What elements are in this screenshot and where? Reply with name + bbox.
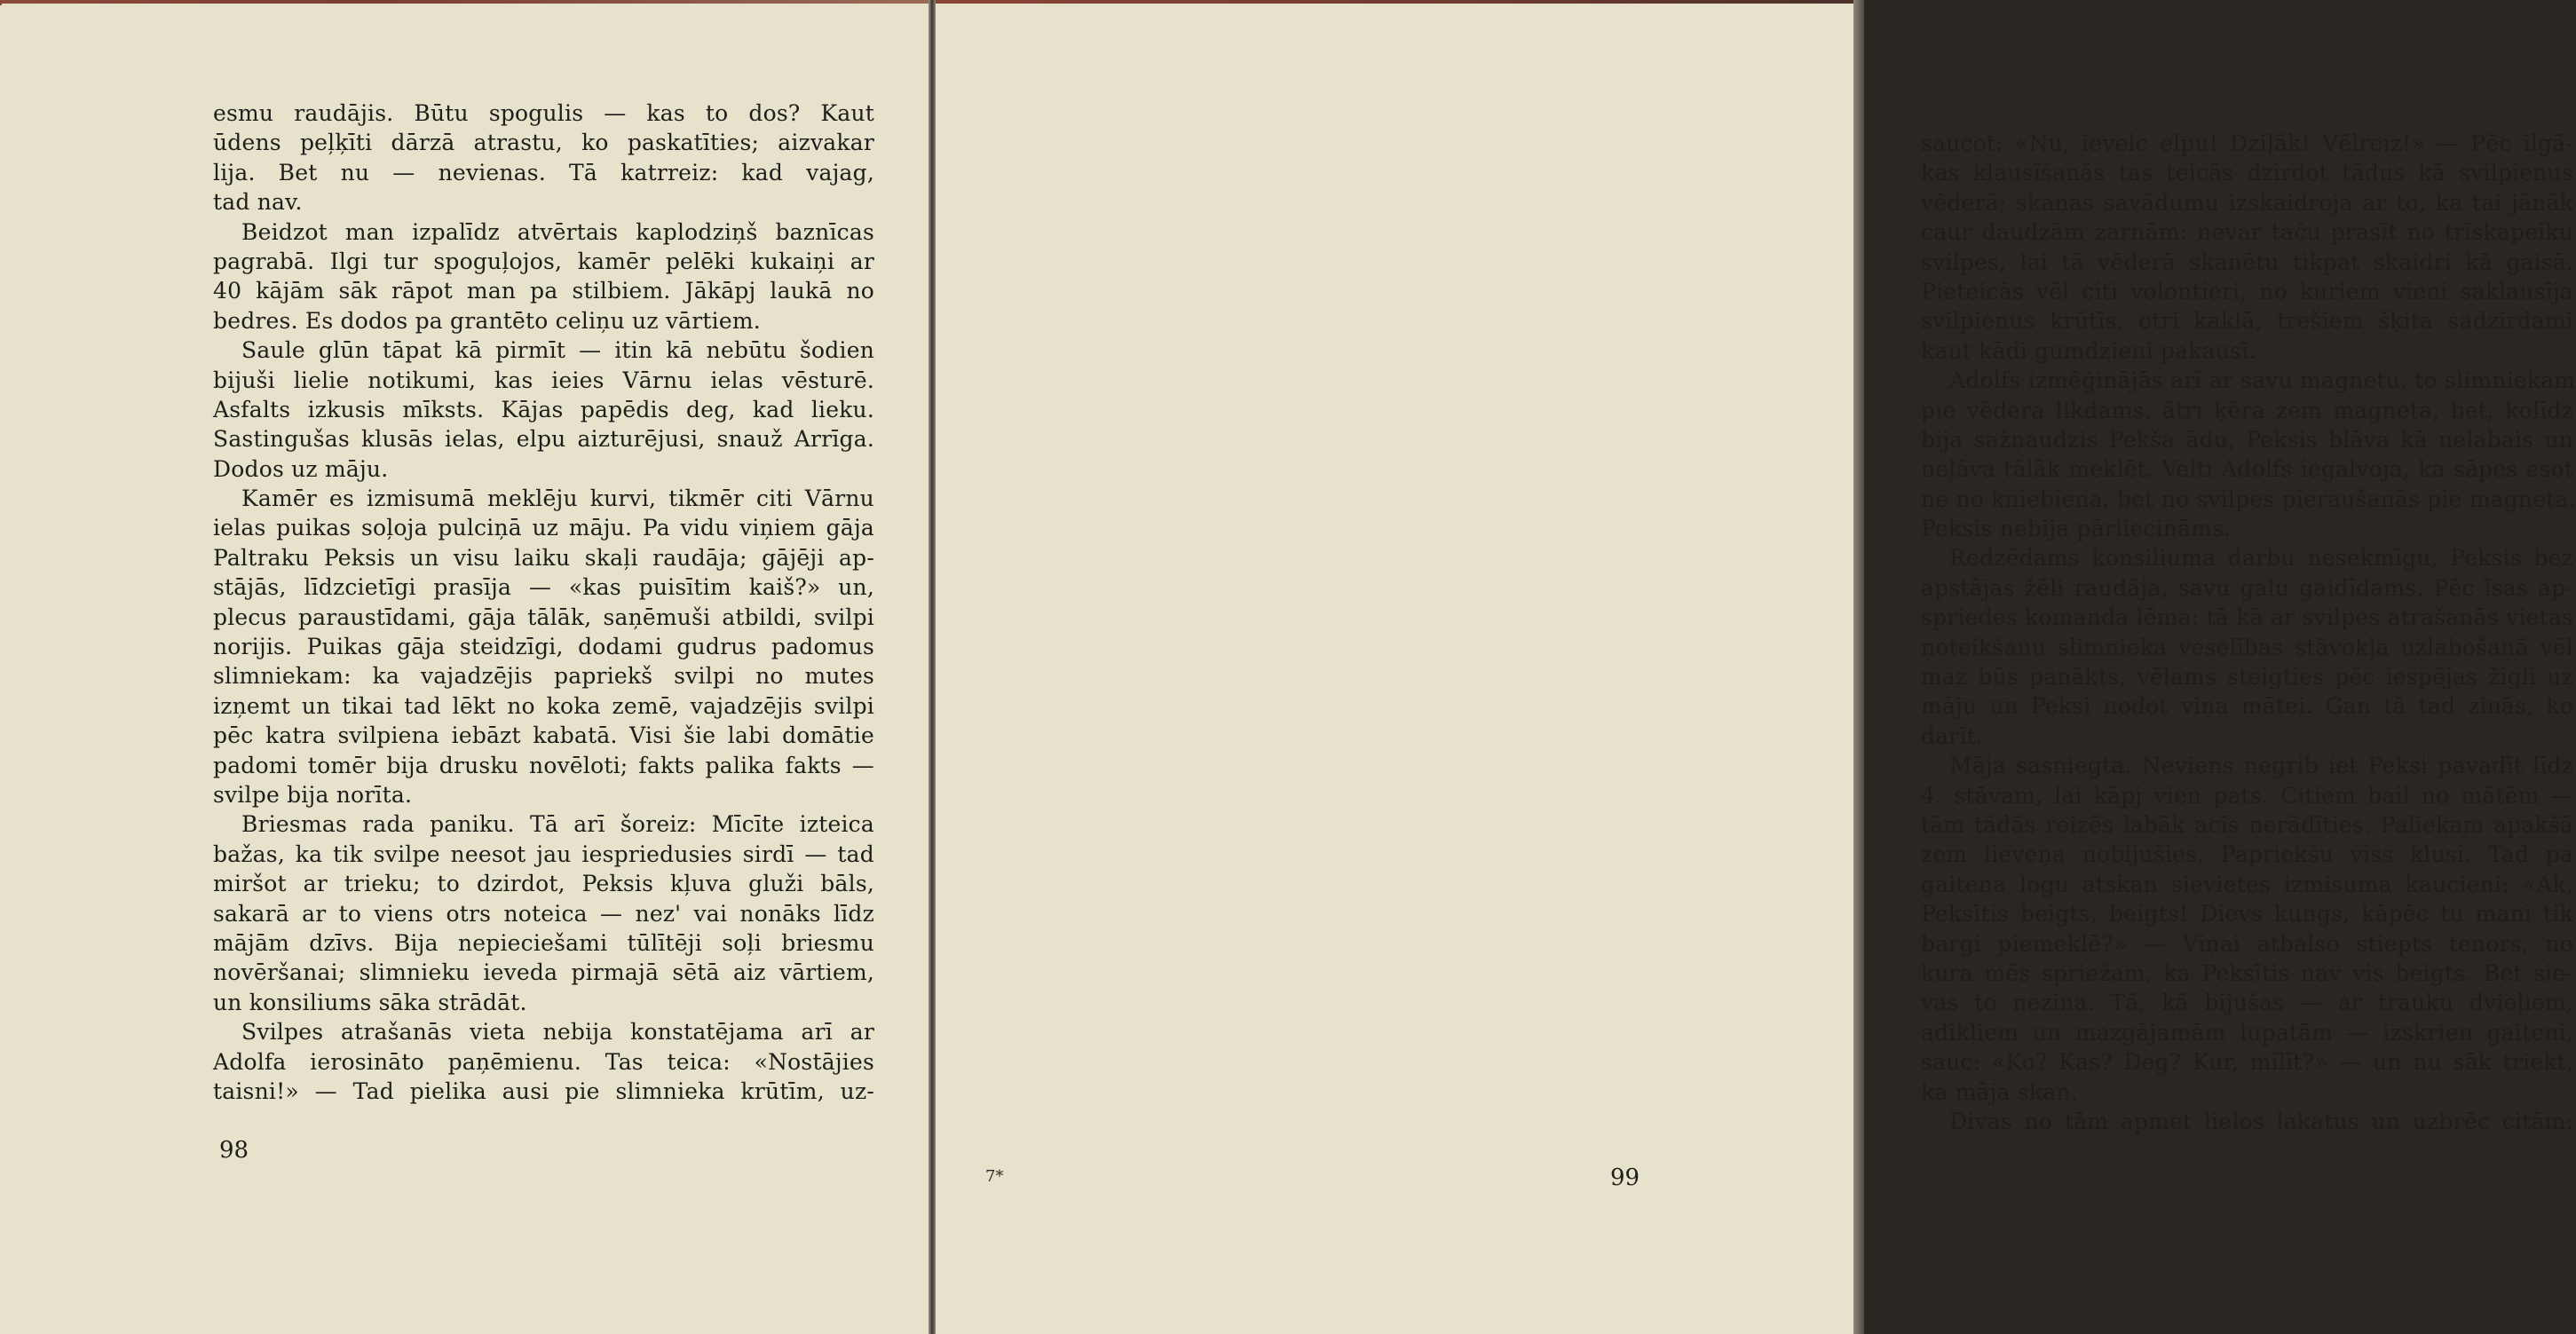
text-line: Svilpes atrašanās vieta nebija konstatējama arī ar	[241, 1019, 874, 1046]
right-page	[934, 4, 2576, 1334]
text-line: Redzēdams konsiliuma darbu nesekmīgu, Peksis bez	[1949, 545, 2573, 572]
text-line: Dodos uz māju.	[213, 455, 389, 482]
text-line: caur daudzām zarnām: nevar taču prasīt no trīskapeiku	[1921, 219, 2573, 246]
text-line: noteikšanu slimnieka veselības stāvokļa uzlabošanā vēl	[1921, 634, 2573, 660]
text-line: vas to nezina. Tā, kā bijušas — ar trauku dvieļiem,	[1921, 990, 2573, 1016]
text-line: Peksis nebija pārliecināms.	[1921, 516, 2232, 542]
left-page	[2, 4, 930, 1334]
text-line: esmu raudājis. Būtu spogulis — kas to dos? Kaut	[213, 100, 874, 126]
signature-mark: 7*	[985, 1167, 1004, 1186]
text-line: ne no kniebiena, bet no svilpes pieraušanās pie magneta.	[1921, 485, 2576, 512]
text-line: apstājas žēli raudāja, savu galu gaidīdams. Pēc īsas ap-	[1921, 574, 2573, 601]
text-line: ielas puikas soļoja pulciņā uz māju. Pa vidu viņiem gāja	[213, 515, 874, 541]
text-line: maz būs panākts, vēlams steigties pēc iespējas žigli uz	[1921, 664, 2573, 691]
text-line: un konsiliums sāka strādāt.	[213, 989, 527, 1015]
text-line: novēršanai; slimnieku ieveda pirmajā sētā aiz vārtiem,	[213, 959, 874, 986]
text-line: māju un Peksi nodot viņa mātei. Gan tā tad zinās, ko	[1921, 693, 2573, 720]
text-line: Saule glūn tāpat kā pirmīt — itin kā nebūtu šodien	[241, 337, 874, 364]
text-line: Beidzot man izpalīdz atvērtais kaplodziņš baznīcas	[241, 218, 874, 245]
text-line: darīt.	[1921, 722, 1984, 749]
book-gutter	[928, 0, 936, 1334]
text-line: Briesmas rada paniku. Tā arī šoreiz: Mīcīte izteica	[241, 811, 874, 838]
text-line: Adolfa ierosināto paņēmienu. Tas teica: «Nostājies	[213, 1048, 874, 1075]
text-line: slimniekam: ka vajadzējis papriekš svilpi no mutes	[213, 663, 874, 690]
text-line: sakarā ar to viens otrs noteica — nez' vai nonāks līdz	[213, 900, 874, 927]
text-line: neļāva tālāk meklēt. Velti Adolfs iegalvoja, ka sāpes esot	[1921, 456, 2573, 483]
text-line: vēderā; skaņas savādumu izskaidroja ar to, ka tai jānāk	[1921, 189, 2573, 216]
text-line: svilpienus krūtīs, otri kaklā, trešiem šķita sadzirdami	[1921, 308, 2573, 335]
right-page-text	[1921, 129, 2576, 1136]
text-line: 40 kājām sāk rāpot man pa stilbiem. Jākāpj laukā no	[213, 278, 874, 304]
text-line: padomi tomēr bija drusku novēloti; fakts palika fakts —	[213, 752, 874, 778]
text-line: saucot: «Nu, ievelc elpu! Dziļāk! Vēlreiz!» — Pēc ilgā-	[1921, 130, 2573, 156]
text-line: bargi piemeklē?» — Viņai atbalso stiepts tenors, no	[1921, 930, 2573, 957]
text-line: kura mēs spriežam, ka Peksītis nav vis beigts. Bet sie-	[1921, 959, 2573, 986]
text-line: bažas, ka tik svilpe neesot jau iespriedusies sirdī — tad	[213, 841, 874, 867]
text-line: gaiteņa logu atskan sievietes izmisuma kaucieni: «Ak,	[1921, 871, 2573, 897]
text-line: svilpes, lai tā vēderā skanētu tikpat skaidri kā gaisā.	[1921, 249, 2573, 275]
text-line: ūdens peļķīti dārzā atrastu, ko paskatīties; aizvakar	[213, 130, 874, 156]
text-line: Kamēr es izmisumā meklēju kurvi, tikmēr citi Vārnu	[241, 485, 874, 512]
text-line: miršot ar trieku; to dzirdot, Peksis kļuva gluži bāls,	[213, 871, 874, 897]
text-line: plecus paraustīdami, gāja tālāk, saņēmuši atbildi, svilpi	[213, 604, 874, 630]
text-line: 4. stāvam, lai kāpj vien pats. Citiem bail no mātēm —	[1921, 782, 2573, 809]
text-line: tām tādās reizēs labāk acīs nerādīties. Paliekam apakšā	[1921, 811, 2573, 838]
text-line: Divas no tām apmet lielos lakatus un uzbrēc citām:	[1949, 1108, 2573, 1134]
text-line: pagrabā. Ilgi tur spoguļojos, kamēr pelēki kukaiņi ar	[213, 248, 874, 274]
text-line: spriedes komanda lēma: tā kā ar svilpes atrašanās vietas	[1921, 604, 2573, 631]
text-line: izņemt un tikai tad lēkt no koka zemē, vajadzējis svilpi	[213, 692, 874, 719]
text-line: kaut kādi gumdzieni pakausī.	[1921, 337, 2256, 364]
text-line: Paltraku Peksis un visu laiku skaļi raudāja; gājēji ap-	[213, 544, 874, 571]
text-line: svilpe bija norīta.	[213, 781, 413, 808]
text-line: Peksītis beigts, beigts! Dievs kungs, kāpēc tu mani tik	[1921, 901, 2573, 927]
text-line: Asfalts izkusis mīksts. Kājas papēdis deg, kad lieku.	[213, 396, 874, 422]
text-line: mājām dzīvs. Bija nepieciešami tūlītēji soļi briesmu	[213, 929, 874, 956]
text-line: stājās, līdzcietīgi prasīja — «kas puisītim kaiš?» un,	[213, 574, 874, 601]
text-line: sauc: «Ko? Kas? Deg? Kur, mīlīt?» — un nu sāk triekt,	[1921, 1049, 2573, 1076]
text-line: bedres. Es dodos pa grantēto celiņu uz vārtiem.	[213, 307, 761, 334]
text-line: bijuši lielie notikumi, kas ieies Vārnu ielas vēsturē.	[213, 367, 874, 393]
text-line: bija sažņaudzis Pekša ādu, Peksis bļāva kā nelabais un	[1921, 426, 2573, 453]
text-line: norijis. Puikas gāja steidzīgi, dodami gudrus padomus	[213, 634, 874, 660]
page-number-right: 99	[1610, 1164, 1640, 1191]
left-page-text	[213, 99, 874, 1106]
text-line: zem lieveņa nobijušies. Papriekšu viss klusi. Tad pa	[1921, 841, 2573, 868]
text-line: Adolfs izmēģinājās arī ar savu magnetu, to slimniekam	[1949, 367, 2576, 394]
text-line: ka māja skan.	[1921, 1078, 2078, 1105]
text-line: tad nav.	[213, 189, 303, 216]
text-line: Māja sasniegta. Neviens negrib iet Peksi pavadīt līdz	[1949, 753, 2573, 779]
text-line: taisni!» — Tad pielika ausi pie slimnieka krūtīm, uz-	[213, 1077, 874, 1104]
text-line: pēc katra svilpiena iebāzt kabatā. Visi šie labi domātie	[213, 722, 874, 749]
text-line: Sastingušas klusās ielas, elpu aizturējusi, snauž Arrīga.	[213, 426, 874, 453]
text-line: lija. Bet nu — nevienas. Tā katrreiz: kad vajag,	[213, 159, 874, 185]
text-line: kas klausīšanās tas teicās dzirdot tādus kā svilpienus	[1921, 160, 2573, 186]
book-edge	[1853, 0, 1864, 1334]
page-number-left: 98	[219, 1137, 249, 1164]
text-line: adīkļiem un mazgājamām lupatām — izskrien gaitenī,	[1921, 1019, 2573, 1046]
text-line: pie vēdera likdams, ātri ķēra zem magneta, bet, kolīdz	[1921, 397, 2573, 423]
text-line: Pieteicās vēl citi volontieri, no kuriem vieni saklausīja	[1921, 278, 2573, 304]
